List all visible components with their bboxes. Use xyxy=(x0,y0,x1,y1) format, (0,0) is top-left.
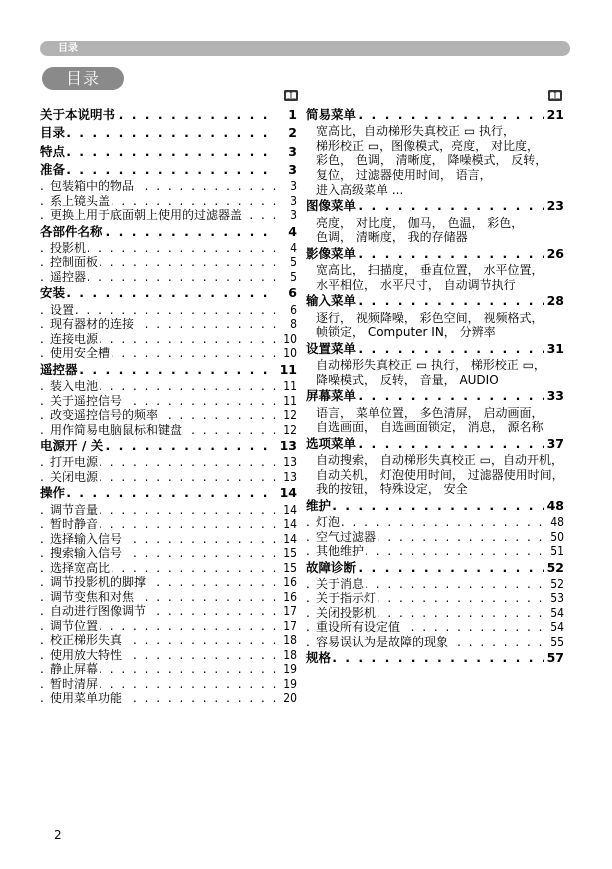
toc-item[interactable] xyxy=(40,194,297,209)
toc-item-page: 18 xyxy=(283,647,297,662)
toc-item[interactable] xyxy=(40,179,297,194)
toc-item-page: 54 xyxy=(550,605,564,620)
toc-item[interactable] xyxy=(40,677,297,692)
toc-item[interactable] xyxy=(40,346,297,361)
toc-item-title: 关于消息 xyxy=(316,576,365,591)
toc-item-title: 调节变焦和对焦 xyxy=(50,589,135,604)
header-label: 目录 xyxy=(58,43,78,54)
toc-section[interactable] xyxy=(40,361,297,379)
toc-item[interactable] xyxy=(306,620,564,635)
toc-item-page: 16 xyxy=(283,575,297,590)
section-description-line: 自动梯形失真校正 ▭ 执行， 梯形校正 ▭， xyxy=(316,358,546,373)
toc-item-page: 17 xyxy=(283,618,297,633)
toc-item[interactable] xyxy=(40,648,297,663)
toc-item-page: 5 xyxy=(290,269,297,284)
toc-section-title: 故障诊断 xyxy=(306,559,357,575)
section-description-line: 我的按钮， 特殊设定， 安全 xyxy=(316,482,468,497)
toc-section-page: 48 xyxy=(545,497,564,515)
toc-section[interactable] xyxy=(40,223,297,241)
toc-section[interactable] xyxy=(306,559,564,577)
toc-item-title: 包装箱中的物品 xyxy=(50,179,135,194)
toc-section[interactable] xyxy=(306,245,564,263)
toc-item-title: 连接电源 xyxy=(50,331,99,346)
toc-item-title: 设置 xyxy=(50,302,75,317)
toc-item-page: 15 xyxy=(283,560,297,575)
toc-item-page: 3 xyxy=(290,179,297,194)
toc-item-title: 关闭投影机 xyxy=(316,605,377,620)
toc-item-page: 18 xyxy=(283,633,297,648)
toc-item[interactable] xyxy=(40,503,297,518)
toc-item-page: 5 xyxy=(290,255,297,270)
toc-item-page: 6 xyxy=(290,302,297,317)
toc-section-page: 13 xyxy=(278,437,297,455)
section-description-line: 语言， 菜单位置， 多色清屏， 启动画面， xyxy=(316,405,544,420)
section-description-line: 彩色， 色调， 清晰度， 降噪模式， 反转， xyxy=(316,153,548,168)
toc-item-page: 11 xyxy=(283,379,297,394)
toc-item-page: 14 xyxy=(283,502,297,517)
toc-item-title: 暂时清屏 xyxy=(50,676,99,691)
toc-item-page: 3 xyxy=(290,193,297,208)
toc-item[interactable] xyxy=(40,633,297,648)
toc-item-page: 16 xyxy=(283,589,297,604)
toc-item-title: 打开电源 xyxy=(50,455,99,470)
toc-section-page: 3 xyxy=(286,143,297,161)
toc-section-page: 6 xyxy=(286,284,297,302)
toc-item-title: 装入电池 xyxy=(50,379,99,394)
toc-item-title: 其他维护 xyxy=(316,544,365,559)
page-number: 2 xyxy=(54,828,62,842)
toc-item-title: 自动进行图像调节 xyxy=(50,604,147,619)
toc-right-column xyxy=(306,106,564,668)
toc-item[interactable] xyxy=(40,604,297,619)
toc-item-page: 50 xyxy=(550,529,564,544)
toc-section-page: 4 xyxy=(286,223,297,241)
toc-item-title: 重设所有设定值 xyxy=(316,620,401,635)
toc-item-title: 用作简易电脑鼠标和键盘 xyxy=(50,422,183,437)
book-icon xyxy=(284,90,298,101)
toc-item[interactable] xyxy=(40,270,297,285)
toc-section[interactable] xyxy=(40,106,297,124)
section-description-line: 逐行， 视频降噪， 彩色空间， 视频格式， xyxy=(316,310,544,325)
toc-item-page: 19 xyxy=(283,662,297,677)
toc-item[interactable] xyxy=(306,544,564,559)
toc-item-page: 14 xyxy=(283,531,297,546)
toc-section-title: 屏幕菜单 xyxy=(306,388,357,404)
toc-item[interactable] xyxy=(40,619,297,634)
toc-item-title: 静止屏幕 xyxy=(50,662,99,677)
toc-section-title: 简易菜单 xyxy=(306,107,357,122)
toc-section-title: 规格 xyxy=(306,650,332,666)
toc-item[interactable] xyxy=(40,241,297,256)
toc-section-title: 选项菜单 xyxy=(306,435,357,451)
toc-item-title: 使用菜单功能 xyxy=(50,691,123,706)
toc-item-title: 选择宽高比 xyxy=(50,560,111,575)
toc-section-page: 26 xyxy=(545,245,564,263)
toc-item-page: 55 xyxy=(550,634,564,649)
toc-item[interactable] xyxy=(40,255,297,270)
toc-item-title: 改变遥控信号的频率 xyxy=(50,408,159,423)
toc-item-page: 4 xyxy=(290,240,297,255)
toc-item-title: 调节位置 xyxy=(50,618,99,633)
book-icon xyxy=(548,90,562,101)
toc-section[interactable] xyxy=(40,284,297,302)
toc-section-title: 输入菜单 xyxy=(306,293,357,309)
section-description-line: 帧锁定， Computer IN， 分辨率 xyxy=(316,325,496,340)
leader-dots xyxy=(40,124,277,142)
toc-item-page: 10 xyxy=(283,346,297,361)
leader-dots xyxy=(40,484,277,502)
toc-item-title: 暂时静音 xyxy=(50,517,99,532)
toc-item-page: 11 xyxy=(283,393,297,408)
toc-item-title: 使用安全槽 xyxy=(50,346,111,361)
section-description-line: 水平相位， 水平尺寸， 自动调节执行 xyxy=(316,277,516,292)
toc-item-title: 投影机 xyxy=(50,240,87,255)
section-description-line: 宽高比，自动梯形失真校正 ▭ 执行， xyxy=(316,124,515,139)
section-description-line: 梯形校正 ▭，图像模式，亮度， 对比度， xyxy=(316,138,539,153)
toc-item[interactable] xyxy=(306,591,564,606)
toc-item[interactable] xyxy=(40,408,297,423)
toc-item-page: 13 xyxy=(283,455,297,470)
toc-item-title: 调节音量 xyxy=(50,502,99,517)
toc-section-page: 3 xyxy=(286,161,297,179)
toc-section[interactable] xyxy=(40,161,297,179)
toc-section-page: 21 xyxy=(545,106,564,124)
section-description-line: 进入高级菜单 ... xyxy=(316,182,404,197)
toc-section[interactable] xyxy=(306,292,564,310)
section-description-line: 亮度， 对比度， 伽马， 色温， 彩色， xyxy=(316,215,524,230)
toc-section-page: 57 xyxy=(545,649,564,667)
toc-item[interactable] xyxy=(40,317,297,332)
toc-item-page: 13 xyxy=(283,469,297,484)
toc-item-page: 17 xyxy=(283,604,297,619)
toc-item-page: 12 xyxy=(283,422,297,437)
toc-item-page: 12 xyxy=(283,408,297,423)
toc-section-title: 关于本说明书 xyxy=(40,107,116,122)
toc-item-title: 关于指示灯 xyxy=(316,591,377,606)
page-title xyxy=(42,67,124,90)
toc-item-title: 容易误认为是故障的现象 xyxy=(316,634,449,649)
toc-section-page: 11 xyxy=(278,361,297,379)
section-description-line: 自选画面， 自选画面锁定， 消息， 源名称 xyxy=(316,420,544,435)
section-description-line: 色调， 清晰度， 我的存储器 xyxy=(316,230,468,245)
toc-section-page: 31 xyxy=(545,340,564,358)
toc-item-page: 54 xyxy=(550,620,564,635)
toc-item[interactable] xyxy=(306,577,564,592)
toc-section-title: 操作 xyxy=(40,485,66,501)
toc-section[interactable] xyxy=(306,435,564,453)
toc-section-page: 1 xyxy=(286,106,297,124)
toc-item-title: 更换上用于底面朝上使用的过滤器盖 xyxy=(50,208,243,223)
toc-item[interactable] xyxy=(40,303,297,318)
toc-item-title: 遥控器 xyxy=(50,269,87,284)
section-description-line: 自动关机， 灯泡使用时间， 过滤器使用时间， xyxy=(316,467,564,482)
leader-dots xyxy=(306,649,544,667)
toc-item[interactable] xyxy=(306,635,564,650)
toc-item[interactable] xyxy=(40,532,297,547)
toc-item-page: 10 xyxy=(283,331,297,346)
toc-item-title: 空气过滤器 xyxy=(316,529,377,544)
toc-item-title: 关闭电源 xyxy=(50,469,99,484)
toc-item-title: 系上镜头盖 xyxy=(50,193,111,208)
leader-dots xyxy=(40,143,277,161)
toc-section-title: 设置菜单 xyxy=(306,340,357,356)
toc-item-page: 53 xyxy=(550,591,564,606)
toc-section-page: 33 xyxy=(545,387,564,405)
toc-section-title: 准备 xyxy=(40,161,66,177)
toc-section-title: 遥控器 xyxy=(40,361,78,377)
toc-section[interactable] xyxy=(306,387,564,405)
toc-item-title: 搜索输入信号 xyxy=(50,546,123,561)
toc-section-page: 23 xyxy=(545,197,564,215)
toc-item[interactable] xyxy=(40,379,297,394)
toc-item[interactable] xyxy=(40,470,297,485)
toc-section[interactable] xyxy=(306,106,564,124)
toc-item-page: 51 xyxy=(550,544,564,559)
toc-item-title: 现有器材的连接 xyxy=(50,317,135,332)
section-description-line: 宽高比， 扫描度， 垂直位置， 水平位置， xyxy=(316,263,544,278)
toc-item-page: 20 xyxy=(283,691,297,706)
toc-item[interactable] xyxy=(40,590,297,605)
toc-section[interactable] xyxy=(306,340,564,358)
toc-item-page: 3 xyxy=(290,208,297,223)
section-description-line: 复位， 过滤器使用时间， 语言， xyxy=(316,168,492,183)
toc-item-page: 14 xyxy=(283,517,297,532)
toc-item-page: 19 xyxy=(283,676,297,691)
toc-section-page: 37 xyxy=(545,435,564,453)
toc-item-title: 灯泡 xyxy=(316,515,341,530)
leader-dots xyxy=(40,284,277,302)
toc-item-page: 52 xyxy=(550,576,564,591)
toc-item[interactable] xyxy=(40,332,297,347)
toc-section-page: 2 xyxy=(286,124,297,142)
toc-section-title: 维护 xyxy=(306,497,332,513)
toc-section[interactable] xyxy=(306,649,564,667)
toc-section-title: 影像菜单 xyxy=(306,245,357,261)
toc-section-page: 14 xyxy=(278,484,297,502)
toc-item-page: 48 xyxy=(550,515,564,530)
section-description-line: 降噪模式， 反转， 音量， AUDIO xyxy=(316,372,499,387)
toc-section-page: 28 xyxy=(545,292,564,310)
leader-dots xyxy=(40,161,277,179)
header-bar xyxy=(40,41,570,56)
toc-left-column xyxy=(40,106,297,706)
toc-item[interactable] xyxy=(306,515,564,530)
toc-item[interactable] xyxy=(40,423,297,438)
toc-item[interactable] xyxy=(40,208,297,223)
page-title-text: 目录 xyxy=(65,69,100,88)
toc-item-title: 关于遥控信号 xyxy=(50,393,123,408)
leader-dots xyxy=(306,497,544,515)
toc-section-title: 电源开 / 关 xyxy=(40,438,104,454)
toc-item[interactable] xyxy=(40,546,297,561)
toc-section[interactable] xyxy=(40,437,297,455)
toc-item[interactable] xyxy=(40,394,297,409)
section-description-line: 自动搜索， 自动梯形失真校正 ▭，自动开机， xyxy=(316,452,563,467)
toc-item[interactable] xyxy=(40,691,297,706)
toc-section[interactable] xyxy=(306,497,564,515)
toc-section[interactable] xyxy=(40,124,297,142)
toc-section-title: 安装 xyxy=(40,285,66,301)
toc-section[interactable] xyxy=(40,484,297,502)
toc-section[interactable] xyxy=(306,197,564,215)
toc-item[interactable] xyxy=(40,575,297,590)
toc-section-title: 目录 xyxy=(40,125,66,141)
toc-section[interactable] xyxy=(40,143,297,161)
toc-item[interactable] xyxy=(40,455,297,470)
toc-section-title: 特点 xyxy=(40,143,66,159)
toc-section-page: 52 xyxy=(545,559,564,577)
toc-item-title: 调节投影机的脚撑 xyxy=(50,575,147,590)
toc-item[interactable] xyxy=(40,561,297,576)
toc-item[interactable] xyxy=(40,662,297,677)
toc-item[interactable] xyxy=(40,517,297,532)
toc-item-title: 选择输入信号 xyxy=(50,531,123,546)
toc-item[interactable] xyxy=(306,530,564,545)
toc-item[interactable] xyxy=(306,606,564,621)
toc-item-title: 校正梯形失真 xyxy=(50,633,123,648)
toc-item-title: 控制面板 xyxy=(50,255,99,270)
toc-section-title: 各部件名称 xyxy=(40,223,103,239)
toc-item-page: 8 xyxy=(290,317,297,332)
toc-item-title: 使用放大特性 xyxy=(50,647,123,662)
toc-section-title: 图像菜单 xyxy=(306,198,357,214)
toc-item-page: 15 xyxy=(283,546,297,561)
